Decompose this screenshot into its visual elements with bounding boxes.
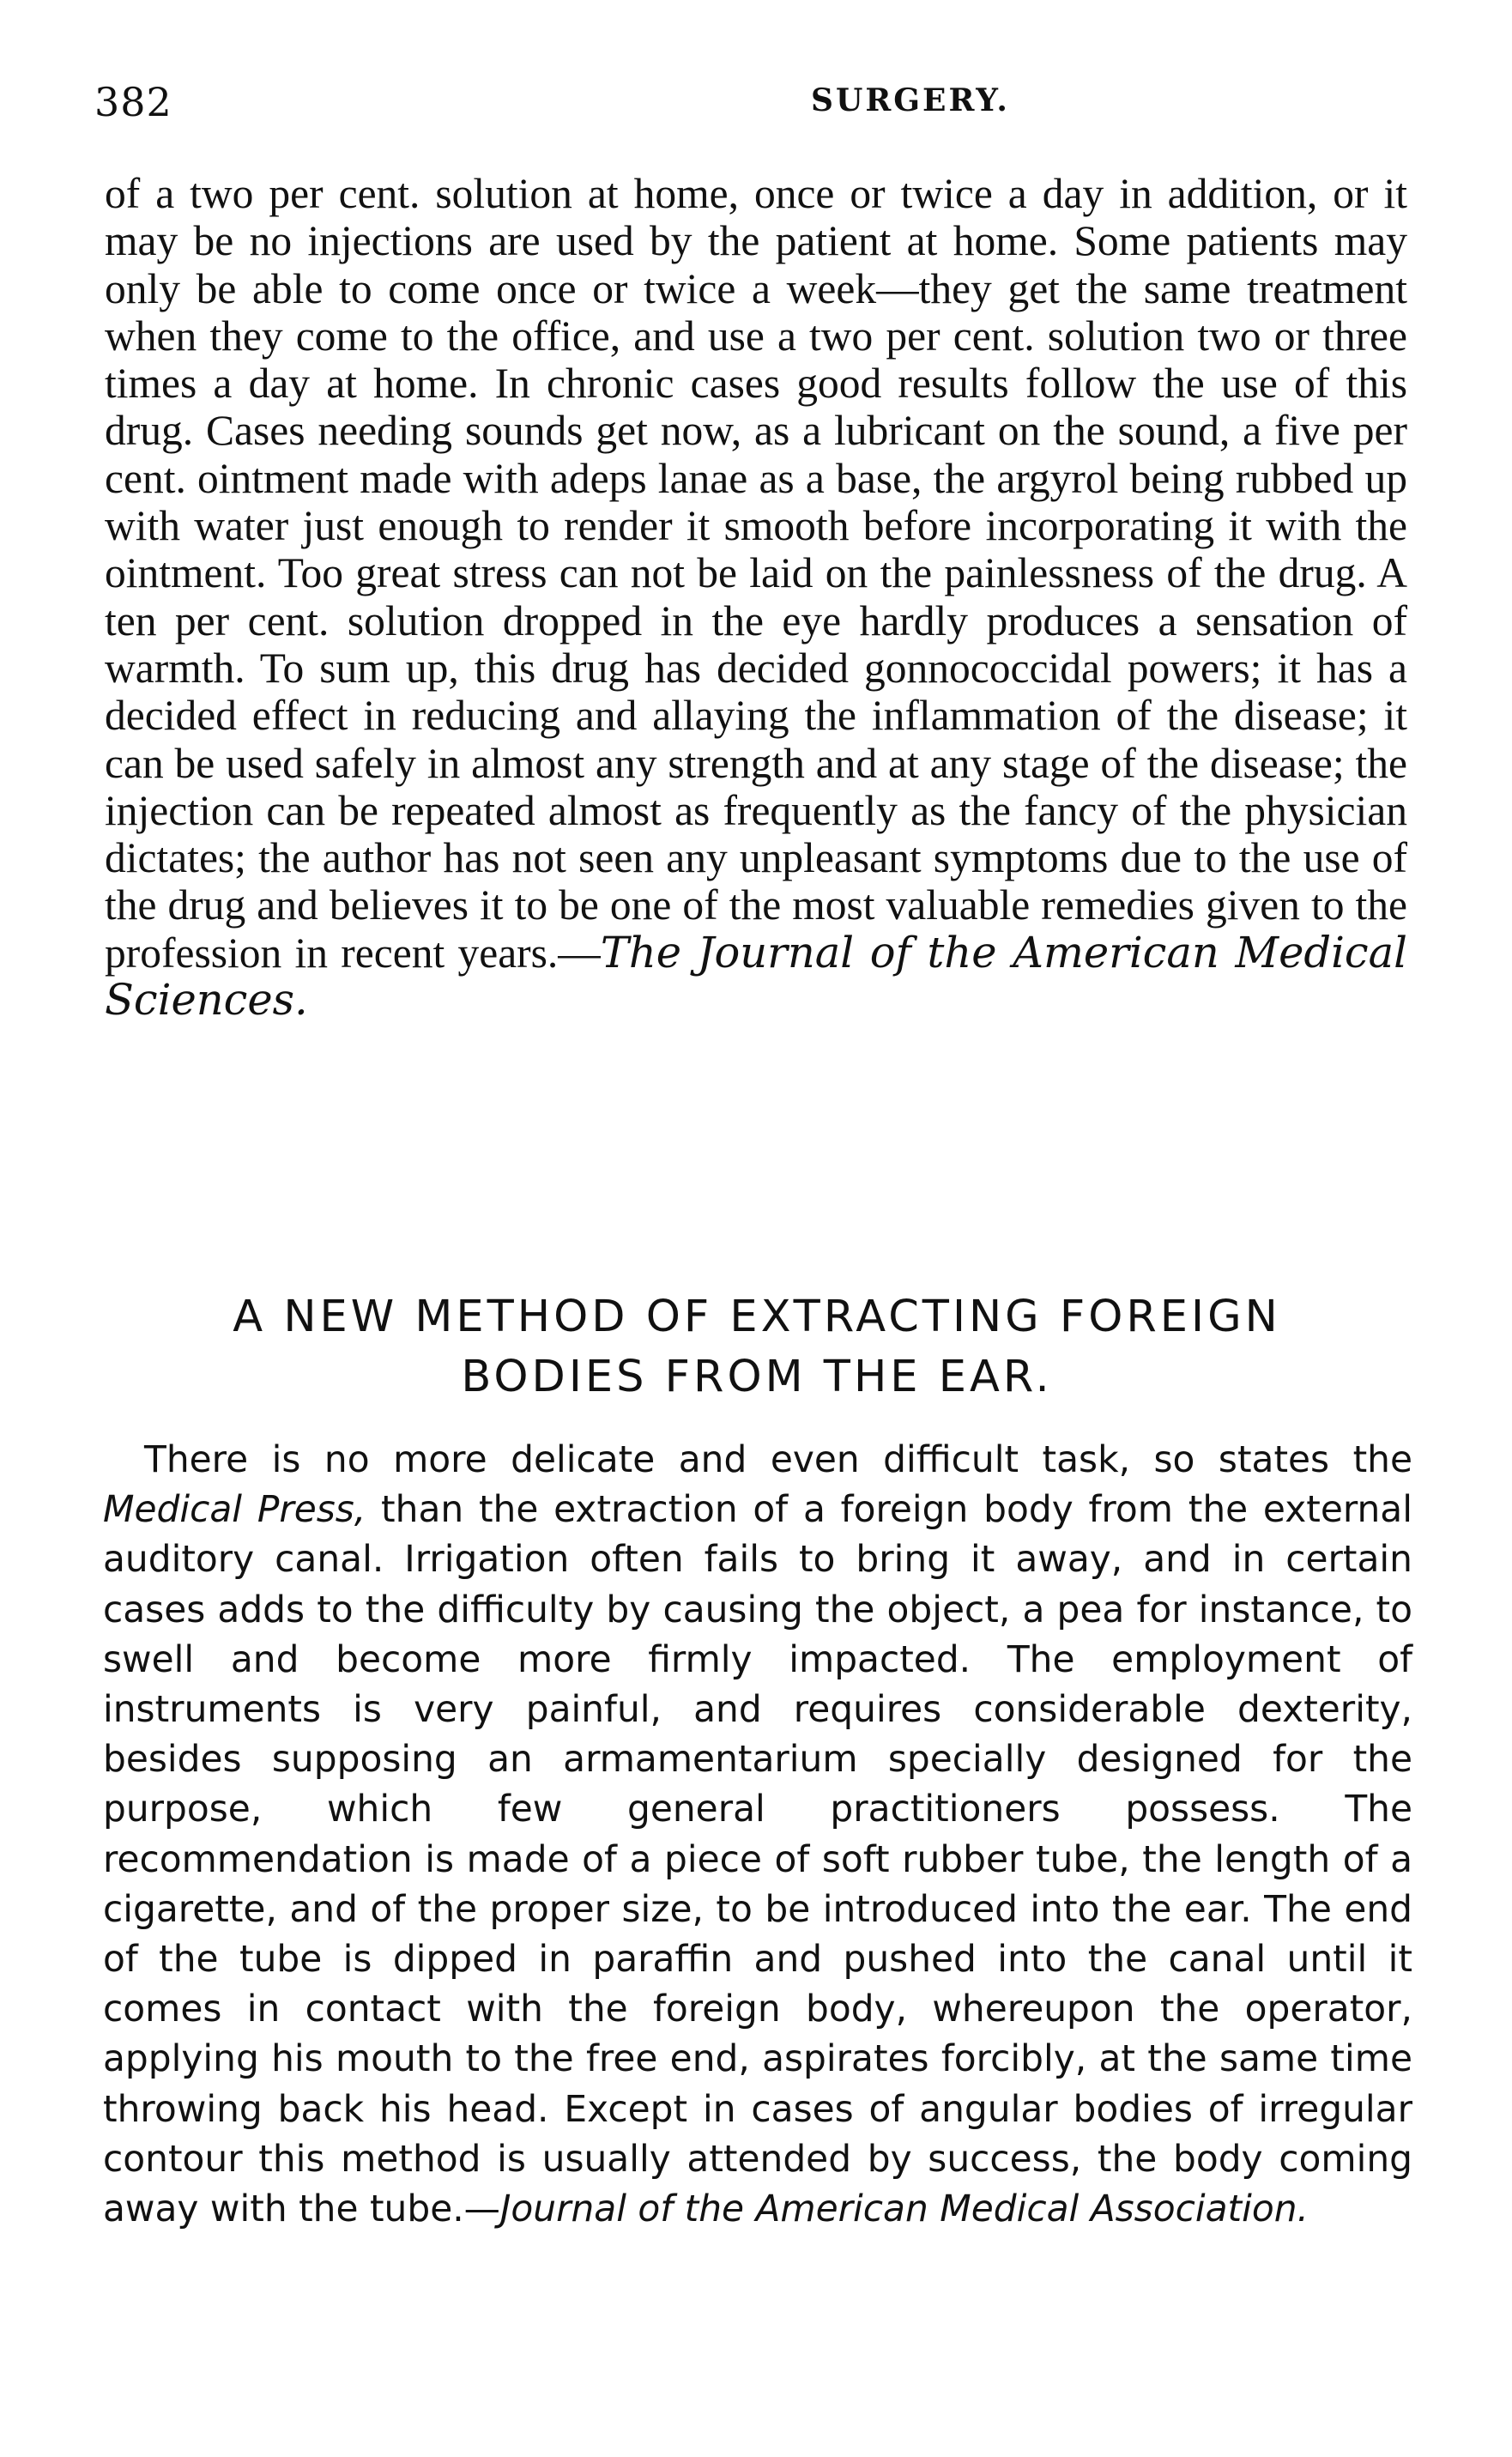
continued-article-source: The Journal of the American Medical Sciences.	[105, 927, 1407, 1026]
article-title-line-2: BODIES FROM THE EAR.	[461, 1352, 1053, 1402]
article-title	[96, 1287, 1418, 1407]
article-text-part-2: than the extraction of a foreign body from the external auditory canal. Irrigation often fails to bring it away, and in certain cases adds to the difficulty by causing the object, a pea for instance, to swell and become more firmly impacted. The employment of instruments is very painful, and requires considerable dexterity, besides supposing an armamentarium specially designed for the purpose, which few general practitioners possess. The recommendation is made of a piece of soft rubber tube, the length of a cigarette, and of the proper size, to be introduced into the ear. The end of the tube is dipped in paraffin and pushed into the canal until it comes in contact with the foreign body, whereupon the operator, applying his mouth to the free end, aspirates forcibly, at the same time throwing back his head. Except in cases of angular bodies of irregular contour this method is usually attended by success, the body coming away with the tube.—	[103, 1488, 1412, 2230]
article-text-part-1: There is no more delicate and even difficult task, so states the	[144, 1438, 1412, 1480]
publication-name: Medical Press,	[103, 1488, 366, 1531]
page-number: 382	[94, 79, 172, 125]
continued-article-text: of a two per cent. solution at home, once or twice a day in addition, or it may be no injections are used by the patient at home. Some patients may only be able to come once or twice a week—they get the same treatment when they come to the office, and use a two per cent. solution two or three times a day at home. In chronic cases good results follow the use of this drug. Cases needing sounds get now, as a lubricant on the sound, a five per cent. ointment made with adeps lanae as a base, the argyrol being rubbed up with water just enough to render it smooth before incorporating it with the ointment. Too great stress can not be laid on the painlessness of the drug. A ten per cent. solution dropped in the eye hardly produces a sensation of warmth. To sum up, this drug has decided gonnococcidal powers; it has a decided effect in reducing and allaying the inflammation of the disease; it can be used safely in almost any strength and at any stage of the disease; the injection can be repeated almost as frequently as the fancy of the physician dictates; the author has not seen any unpleasant symptoms due to the use of the drug and believes it to be one of the most valuable remedies given to the profession in recent years.—	[105, 170, 1407, 977]
article-title-line-1: A NEW METHOD OF EXTRACTING FOREIGN	[233, 1292, 1281, 1342]
running-head: SURGERY.	[811, 82, 1010, 118]
article-source: Journal of the American Medical Association.	[499, 2188, 1309, 2230]
continued-article-paragraph	[105, 170, 1407, 1024]
article-paragraph	[103, 1435, 1412, 2234]
page-header	[94, 79, 1416, 139]
